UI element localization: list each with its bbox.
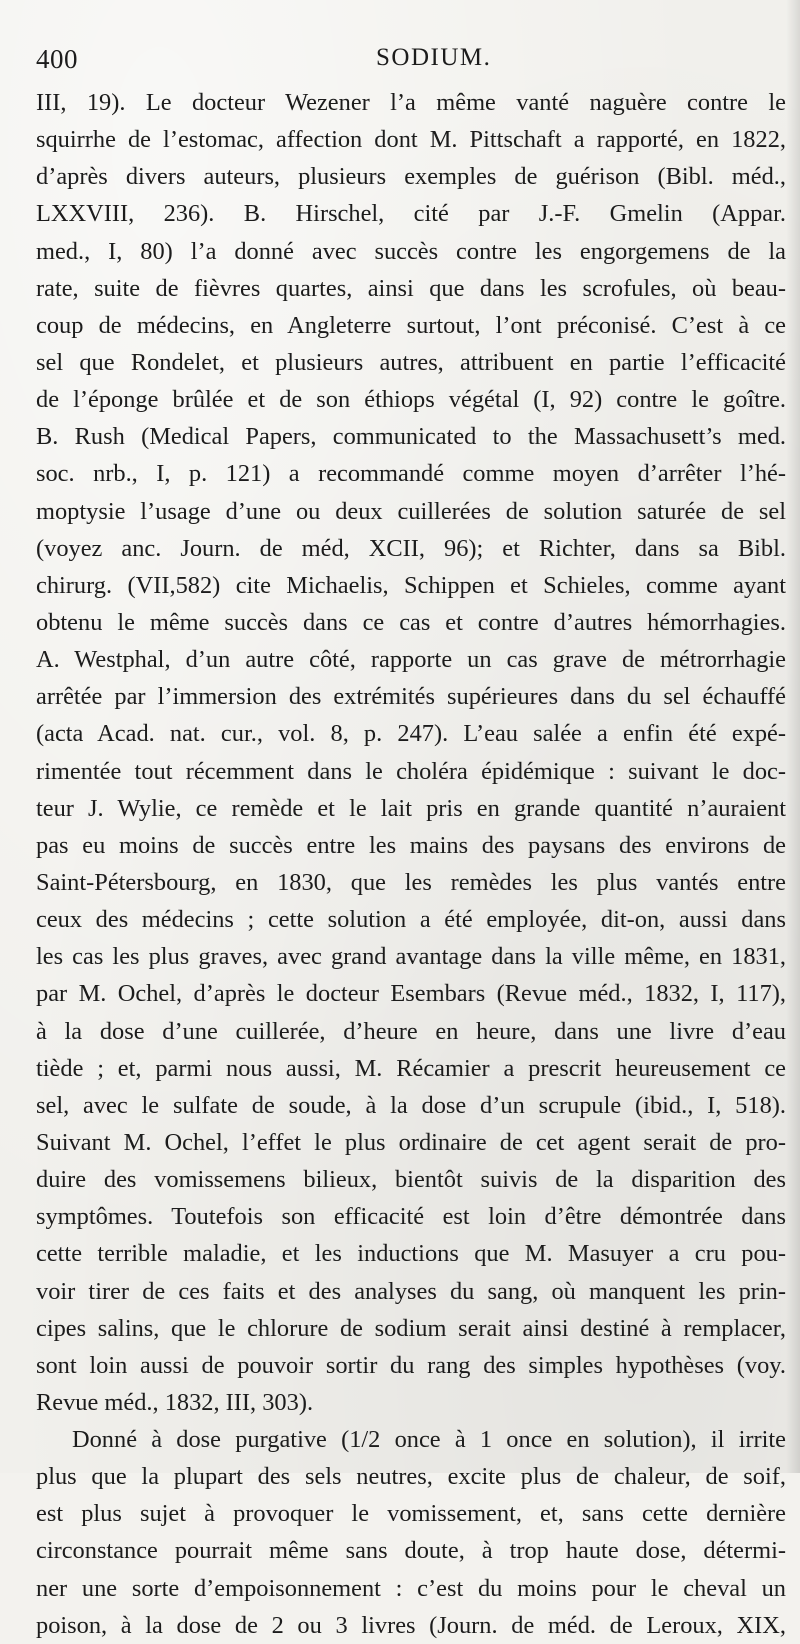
text-line: chirurg. (VII,582) cite Michaelis, Schippen et Schieles, comme ayant (36, 571, 786, 599)
text-line: soc. nrb., I, p. 121) a recommandé comme moyen d’arrêter l’hé- (36, 460, 786, 488)
text-line: par M. Ochel, d’après le docteur Esembars (Revue méd., 1832, I, 117), (36, 980, 786, 1008)
text-line: med., I, 80) l’a donné avec succès contre les engorgemens de la (36, 237, 786, 265)
text-line: poison, à la dose de 2 ou 3 livres (Journ. de méd. de Leroux, XIX, (36, 1611, 786, 1639)
page-number: 400 (36, 44, 78, 74)
text-line: obtenu le même succès dans ce cas et contre d’autres hémorrhagies. (36, 608, 786, 636)
text-line: rate, suite de fièvres quartes, ainsi que dans les scrofules, où beau- (36, 274, 786, 302)
text-line: pas eu moins de succès entre les mains des paysans des environs de (36, 831, 786, 859)
text-line: est plus sujet à provoquer le vomissement, et, sans cette dernière (36, 1500, 786, 1528)
text-line: circonstance pourrait même sans doute, à trop haute dose, détermi- (36, 1537, 786, 1565)
text-line: A. Westphal, d’un autre côté, rapporte un cas grave de métrorrhagie (36, 646, 786, 674)
text-line: (voyez anc. Journ. de méd, XCII, 96); et Richter, dans sa Bibl. (36, 534, 786, 562)
text-line: cipes salins, que le chlorure de sodium serait ainsi destiné à remplacer, (36, 1314, 786, 1342)
text-line: teur J. Wylie, ce remède et le lait pris en grande quantité n’auraient (36, 794, 786, 822)
text-line: B. Rush (Medical Papers, communicated to the Massachusett’s med. (36, 423, 786, 451)
text-line: duire des vomissemens bilieux, bientôt suivis de la disparition des (36, 1166, 786, 1194)
text-line: à la dose d’une cuillerée, d’heure en heure, dans une livre d’eau (36, 1017, 786, 1045)
text-line: Saint-Pétersbourg, en 1830, que les remèdes les plus vantés entre (36, 868, 786, 896)
text-line: cette terrible maladie, et les inductions que M. Masuyer a cru pou- (36, 1240, 786, 1268)
page-edge-shadow (786, 0, 800, 1473)
text-line: arrêtée par l’immersion des extrémités supérieures dans du sel échauffé (36, 683, 786, 711)
running-title: SODIUM. (376, 44, 492, 71)
text-line: ceux des médecins ; cette solution a été employée, dit-on, aussi dans (36, 906, 786, 934)
body-text (36, 84, 786, 1644)
text-line: squirrhe de l’estomac, affection dont M. Pittschaft a rapporté, en 1822, (36, 126, 786, 154)
text-line: de l’éponge brûlée et de son éthiops végétal (I, 92) contre le goître. (36, 386, 786, 414)
text-line: plus que la plupart des sels neutres, excite plus de chaleur, de soif, (36, 1463, 786, 1491)
text-line: coup de médecins, en Angleterre surtout, l’ont préconisé. C’est à ce (36, 311, 786, 339)
text-line: moptysie l’usage d’une ou deux cuillerées de solution saturée de sel (36, 497, 786, 525)
text-line: symptômes. Toutefois son efficacité est loin d’être démontrée dans (36, 1203, 786, 1231)
text-line: rimentée tout récemment dans le choléra épidémique : suivant le doc- (36, 757, 786, 785)
text-line: tiède ; et, parmi nous aussi, M. Récamier a prescrit heureusement ce (36, 1054, 786, 1082)
text-line: III, 19). Le docteur Wezener l’a même vanté naguère contre le (36, 89, 786, 116)
text-line-paragraph-start: Donné à dose purgative (1/2 once à 1 once en solution), il irrite (72, 1426, 786, 1454)
text-line: sel que Rondelet, et plusieurs autres, attribuent en partie l’efficacité (36, 348, 786, 376)
text-line: d’après divers auteurs, plusieurs exemples de guérison (Bibl. méd., (36, 163, 786, 191)
text-line: (acta Acad. nat. cur., vol. 8, p. 247). L’eau salée a enfin été expé- (36, 720, 786, 748)
text-line: les cas les plus graves, avec grand avantage dans la ville même, en 1831, (36, 943, 786, 971)
text-line: sel, avec le sulfate de soude, à la dose d’un scrupule (ibid., I, 518). (36, 1091, 786, 1119)
text-line: sont loin aussi de pouvoir sortir du rang des simples hypothèses (voy. (36, 1351, 786, 1379)
text-line: LXXVIII, 236). B. Hirschel, cité par J.-F. Gmelin (Appar. (36, 200, 786, 228)
page-header (36, 40, 784, 84)
text-line: Suivant M. Ochel, l’effet le plus ordinaire de cet agent serait de pro- (36, 1128, 786, 1156)
text-line-paragraph-end: Revue méd., 1832, III, 303). (36, 1388, 314, 1416)
text-line: ner une sorte d’empoisonnement : c’est du moins pour le cheval un (36, 1574, 786, 1602)
text-line: voir tirer de ces faits et des analyses du sang, où manquent les prin- (36, 1277, 786, 1305)
